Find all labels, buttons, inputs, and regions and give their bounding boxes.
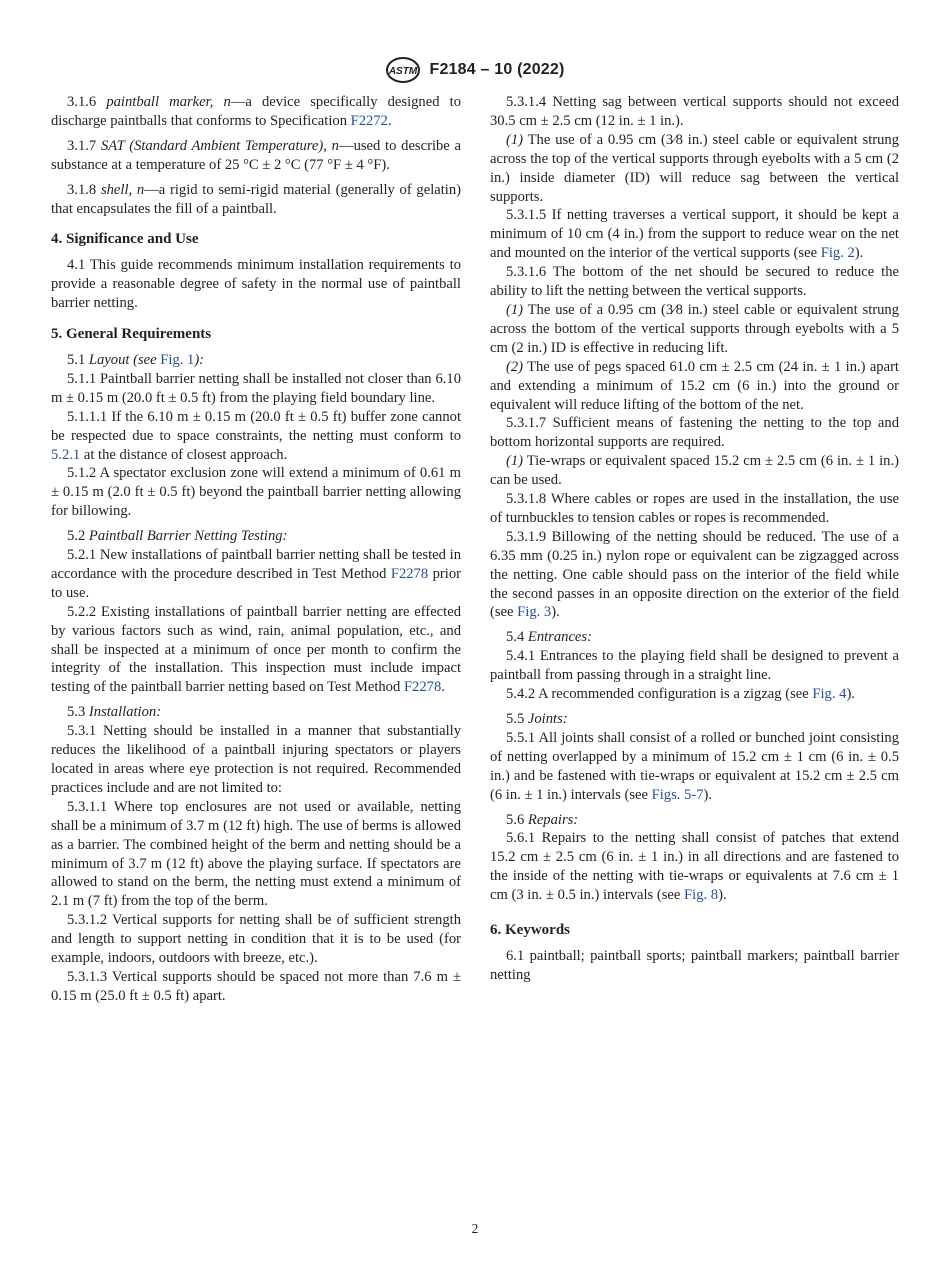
paragraph-5-3-1-2: 5.3.1.2 Vertical supports for netting shall be of sufficient strength and length to support netting in condition that it is to be used (for example, indoors, outdoors with breeze, etc.). — [51, 912, 461, 967]
paragraph-5-4: 5.4 Entrances: — [506, 629, 592, 646]
test-method-link-f2278[interactable]: F2278 — [390, 565, 429, 582]
paragraph-5-3-1-5: 5.3.1.5 If netting traverses a vertical support, it should be kept a minimum of 10 cm (4 in.) from the support to reduce wear on the net and mounted on the interior of the vertical supports (see Fig. 2). — [490, 207, 899, 262]
paragraph-6-1: 6.1 paintball; paintball sports; paintball markers; paintball barrier netting — [490, 947, 899, 983]
right-column — [490, 93, 899, 985]
paragraph-5-2-1: 5.2.1 New installations of paintball barrier netting shall be tested in accordance with the procedure described in Test Method F2278 prior to use. — [51, 547, 461, 601]
figure-link-fig-1[interactable]: Fig. 1 — [160, 351, 195, 368]
document-designation: F2184 – 10 (2022) — [429, 61, 565, 78]
paragraph-5-4-2: 5.4.2 A recommended configuration is a zigzag (see Fig. 4). — [506, 686, 855, 703]
left-column — [51, 93, 461, 1006]
paragraph-5-4-1: 5.4.1 Entrances to the playing field shall be designed to prevent a paintball from passing through in a straight line. — [490, 648, 899, 684]
paragraph-5-3-1-6-item-1: (1) The use of a 0.95 cm (3⁄8 in.) steel cable or equivalent strung across the bottom of the vertical supports through eyebolts with a 5 cm (2 in.) ID is effective in reducing lift. — [490, 301, 899, 356]
spec-link-f2272[interactable]: F2272 — [350, 112, 388, 129]
paragraph-5-6-1: 5.6.1 Repairs to the netting shall consist of patches that extend 15.2 cm ± 2.5 cm (6 in. ± 1 in.) in all directions and are fastened to the inside of the netting with tie-wraps or equivalents at 7.6 cm ± 1 cm (3 in. ± 0.5 in.) intervals (see Fig. 8). — [490, 830, 899, 904]
paragraph-5-3-1-3: 5.3.1.3 Vertical supports should be spaced not more than 7.6 m ± 0.15 m (25.0 ft ± 0.5 ft) apart. — [51, 968, 461, 1004]
paragraph-5-3-1-9: 5.3.1.9 Billowing of the netting should be reduced. The use of a 6.35 mm (0.25 in.) nylon rope or equivalent can be zigzagged across the netting. One cable should pass on the interior of the field while the second passes in an opposite direction on the exterior of the field (see Fig. 3). — [490, 528, 899, 621]
paragraph-5-3-1-7-item-1: (1) Tie-wraps or equivalent spaced 15.2 cm ± 2.5 cm (6 in. ± 1 in.) can be used. — [490, 453, 899, 489]
page-number: 2 — [471, 1221, 479, 1236]
section-heading-5: 5. General Requirements — [51, 326, 212, 343]
paragraph-5-3-1-4: 5.3.1.4 Netting sag between vertical supports should not exceed 30.5 cm ± 2.5 cm (12 in. ± 1 in.). — [490, 94, 899, 129]
svg-text:ASTM: ASTM — [389, 66, 418, 77]
paragraph-4-1: 4.1 This guide recommends minimum installation requirements to provide a reasonable degree of safety in the normal use of paintball barrier netting. — [51, 257, 461, 312]
paragraph-3-1-6: 3.1.6 paintball marker, n—a device specifically designed to discharge paintballs that conforms to Specification F2272. — [51, 94, 461, 129]
paragraph-5-1-1: 5.1.1 Paintball barrier netting shall be installed not closer than 6.10 m ± 0.15 m (20.0 ft ± 0.5 ft) from the playing field boundary line. — [51, 370, 461, 406]
paragraph-5-3-1-6: 5.3.1.6 The bottom of the net should be secured to reduce the ability to lift the netting between the vertical supports. — [490, 264, 899, 300]
paragraph-5-1: 5.1 Layout (see Fig. 1): — [67, 351, 205, 368]
figure-link-fig-3[interactable]: Fig. 3 — [517, 604, 552, 621]
paragraph-5-5-1: 5.5.1 All joints shall consist of a rolled or bunched joint consisting of netting overlapped by a minimum of 15.2 cm ± 1 cm (6 in. ± 0.5 in.) and be fastened with tie-wraps or equivalent at 15.2 cm ± 2.5 cm (6 in. ± 1 in.) intervals (see Figs. 5-7). — [490, 729, 899, 803]
figure-link-fig-8[interactable]: Fig. 8 — [684, 887, 719, 904]
section-link-5-2-1[interactable]: 5.2.1 — [51, 446, 81, 463]
paragraph-5-6: 5.6 Repairs: — [506, 811, 579, 828]
paragraph-5-3-1-7: 5.3.1.7 Sufficient means of fastening the netting to the top and bottom horizontal supports are required. — [490, 415, 899, 451]
figure-link-figs-5-7[interactable]: Figs. 5-7 — [651, 786, 704, 803]
paragraph-3-1-8: 3.1.8 shell, n—a rigid to semi-rigid material (generally of gelatin) that encapsulates the fill of a paintball. — [51, 181, 461, 217]
paragraph-5-3: 5.3 Installation: — [67, 704, 162, 721]
astm-logo-icon — [385, 56, 421, 84]
paragraph-5-2-2: 5.2.2 Existing installations of paintball barrier netting are effected by various factors such as wind, rain, animal population, etc., and shall be inspected at a minimum of once per month to confirm the integrity of the installation. This inspection must include impact testing of the paintball barrier netting based on Test Method F2278. — [51, 603, 461, 696]
paragraph-5-2: 5.2 Paintball Barrier Netting Testing: — [67, 528, 288, 545]
section-heading-6: 6. Keywords — [490, 922, 570, 939]
paragraph-3-1-7: 3.1.7 SAT (Standard Ambient Temperature), n—used to describe a substance at a temperature of 25 °C ± 2 °C (77 °F ± 4 °F). — [51, 137, 461, 173]
paragraph-5-3-1-1: 5.3.1.1 Where top enclosures are not used or available, netting shall be a minimum of 3.7 m (12 ft) high. The use of berms is allowed as a barrier. The combined height of the berm and netting should be a minimum of 3.7 m (12 ft) above the playing surface. If spectators are allowed to stand on the berm, the netting must extend a minimum of 2.1 m (7 ft) from the top of the berm. — [51, 798, 461, 910]
paragraph-5-5: 5.5 Joints: — [506, 711, 568, 727]
paragraph-5-1-1-1: 5.1.1.1 If the 6.10 m ± 0.15 m (20.0 ft ± 0.5 ft) buffer zone cannot be respected due to space constraints, the netting must conform to 5.2.1 at the distance of closest approach. — [51, 408, 461, 463]
figure-link-fig-4[interactable]: Fig. 4 — [812, 686, 847, 703]
paragraph-5-3-1-6-item-2: (2) The use of pegs spaced 61.0 cm ± 2.5 cm (24 in. ± 1 in.) apart and extending a minimum of 15.2 cm (6 in.) into the ground or equivalent will reduce lifting of the bottom of the net. — [490, 358, 899, 413]
page-header — [0, 58, 950, 82]
paragraph-5-3-1-8: 5.3.1.8 Where cables or ropes are used in the installation, the use of turnbuckles to tension cables or ropes is recommended. — [490, 491, 899, 526]
paragraph-5-3-1: 5.3.1 Netting should be installed in a manner that substantially reduces the likelihood of a paintball injuring spectators or players located in areas where eye protection is not required. Recommended practices include and are not limited to: — [51, 723, 461, 796]
test-method-link-f2278[interactable]: F2278 — [403, 679, 442, 696]
paragraph-5-3-1-4-item-1: (1) The use of a 0.95 cm (3⁄8 in.) steel cable or equivalent strung across the top of the vertical supports through eyebolts with a 5 cm (2 in.) inside diameter (ID) will reduce sag between the vertical supports. — [490, 131, 899, 205]
paragraph-5-1-2: 5.1.2 A spectator exclusion zone will extend a minimum of 0.61 m ± 0.15 m (2.0 ft ± 0.5 ft) beyond the paintball barrier netting allowing for billowing. — [51, 465, 461, 520]
figure-link-fig-2[interactable]: Fig. 2 — [820, 245, 855, 262]
section-heading-4: 4. Significance and Use — [51, 231, 199, 248]
